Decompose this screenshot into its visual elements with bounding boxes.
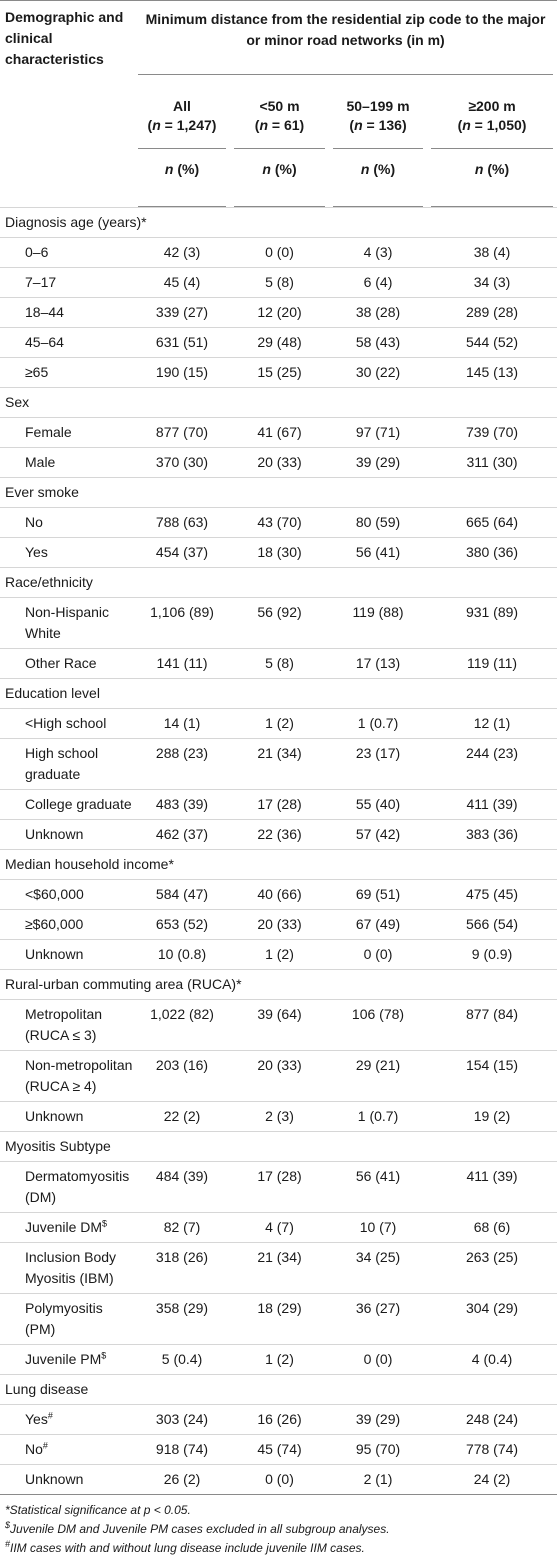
table-row [0,298,557,328]
table-row [0,1162,557,1213]
row-label: Unknown [0,940,134,970]
row-value-2: 17 (13) [329,649,427,679]
table-row [0,328,557,358]
column-name: 50–199 m [346,98,410,114]
table-row [0,649,557,679]
footnotes [0,1495,557,1558]
row-value-2: 97 (71) [329,418,427,448]
row-value-3: 475 (45) [427,880,557,910]
footnote-significance: *Statistical significance at p < 0.05. [5,1503,191,1517]
row-label: Non-Hispanic White [0,598,134,649]
row-value-2: 80 (59) [329,508,427,538]
row-label: Yes# [0,1405,134,1435]
row-value-1: 17 (28) [230,790,329,820]
row-value-3: 566 (54) [427,910,557,940]
row-value-1: 39 (64) [230,1000,329,1051]
row-value-1: 56 (92) [230,598,329,649]
row-value-1: 18 (29) [230,1294,329,1345]
row-value-3: 244 (23) [427,739,557,790]
row-label: Non-metropolitan (RUCA ≥ 4) [0,1051,134,1102]
row-value-0: 358 (29) [134,1294,230,1345]
row-value-0: 653 (52) [134,910,230,940]
row-value-2: 39 (29) [329,448,427,478]
row-label: Inclusion Body Myositis (IBM) [0,1243,134,1294]
row-value-0: 584 (47) [134,880,230,910]
row-value-0: 462 (37) [134,820,230,850]
row-value-3: 739 (70) [427,418,557,448]
row-value-1: 41 (67) [230,418,329,448]
column-n: (n = 1,050) [457,117,527,133]
row-value-2: 38 (28) [329,298,427,328]
row-value-1: 12 (20) [230,298,329,328]
row-value-3: 778 (74) [427,1435,557,1465]
row-value-3: 34 (3) [427,268,557,298]
table-row [0,790,557,820]
table-row [0,820,557,850]
row-value-3: 304 (29) [427,1294,557,1345]
table-row [0,1000,557,1051]
row-value-3: 380 (36) [427,538,557,568]
table-row [0,598,557,649]
column-n: (n = 1,247) [147,117,217,133]
row-value-3: 9 (0.9) [427,940,557,970]
section-title: Diagnosis age (years)* [0,208,230,238]
row-label: Metropolitan (RUCA ≤ 3) [0,1000,134,1051]
section-row [0,568,557,598]
blank-stat-cell [0,149,134,208]
row-label: Female [0,418,134,448]
blank-header-cell [0,87,134,149]
row-value-2: 6 (4) [329,268,427,298]
row-value-1: 1 (2) [230,1345,329,1375]
row-value-2: 1 (0.7) [329,1102,427,1132]
section-row [0,1375,557,1405]
section-row [0,1132,557,1162]
row-value-3: 24 (2) [427,1465,557,1495]
row-value-1: 16 (26) [230,1405,329,1435]
table-row [0,1345,557,1375]
table-row [0,1102,557,1132]
row-value-1: 43 (70) [230,508,329,538]
row-value-0: 788 (63) [134,508,230,538]
row-value-0: 339 (27) [134,298,230,328]
row-label: Yes [0,538,134,568]
row-value-0: 631 (51) [134,328,230,358]
row-value-0: 203 (16) [134,1051,230,1102]
row-value-1: 0 (0) [230,238,329,268]
label-column-header: Demographic and clinical characteristics [0,1,134,88]
distance-group-title: Minimum distance from the residential zip code to the major or minor road networks (in m) [138,1,553,75]
row-value-0: 484 (39) [134,1162,230,1213]
table-row [0,880,557,910]
row-label: Juvenile PM$ [0,1345,134,1375]
row-value-1: 45 (74) [230,1435,329,1465]
row-value-1: 22 (36) [230,820,329,850]
row-label: College graduate [0,790,134,820]
column-header-row [0,87,557,149]
section-row [0,388,557,418]
row-value-1: 20 (33) [230,910,329,940]
section-title: Rural-urban commuting area (RUCA)* [0,970,230,1000]
row-value-0: 318 (26) [134,1243,230,1294]
row-value-3: 38 (4) [427,238,557,268]
row-value-0: 10 (0.8) [134,940,230,970]
row-value-0: 45 (4) [134,268,230,298]
table-row [0,1294,557,1345]
row-value-0: 454 (37) [134,538,230,568]
row-label: No [0,508,134,538]
row-value-0: 483 (39) [134,790,230,820]
table-row [0,268,557,298]
row-value-3: 877 (84) [427,1000,557,1051]
row-value-2: 1 (0.7) [329,709,427,739]
row-value-2: 56 (41) [329,1162,427,1213]
row-value-3: 665 (64) [427,508,557,538]
row-value-1: 0 (0) [230,1465,329,1495]
section-title: Race/ethnicity [0,568,230,598]
section-row [0,679,557,709]
row-label: Juvenile DM$ [0,1213,134,1243]
row-value-0: 370 (30) [134,448,230,478]
row-value-2: 95 (70) [329,1435,427,1465]
row-label: Polymyositis (PM) [0,1294,134,1345]
table-row [0,508,557,538]
row-value-0: 877 (70) [134,418,230,448]
row-value-2: 55 (40) [329,790,427,820]
row-value-2: 2 (1) [329,1465,427,1495]
footnote-lung: #IIM cases with and without lung disease include juvenile IIM cases. [5,1539,365,1555]
row-label: Male [0,448,134,478]
row-label: Unknown [0,1102,134,1132]
row-value-1: 4 (7) [230,1213,329,1243]
row-value-2: 58 (43) [329,328,427,358]
row-value-2: 106 (78) [329,1000,427,1051]
row-label: ≥65 [0,358,134,388]
table-row [0,1465,557,1495]
row-value-3: 311 (30) [427,448,557,478]
row-value-2: 39 (29) [329,1405,427,1435]
row-value-2: 56 (41) [329,538,427,568]
row-value-1: 17 (28) [230,1162,329,1213]
row-value-0: 14 (1) [134,709,230,739]
row-value-3: 248 (24) [427,1405,557,1435]
row-label: <$60,000 [0,880,134,910]
row-value-1: 18 (30) [230,538,329,568]
section-title: Median household income* [0,850,230,880]
row-value-0: 1,022 (82) [134,1000,230,1051]
row-value-1: 2 (3) [230,1102,329,1132]
row-value-0: 1,106 (89) [134,598,230,649]
row-value-0: 42 (3) [134,238,230,268]
column-name: All [173,98,191,114]
section-title: Ever smoke [0,478,230,508]
row-value-1: 15 (25) [230,358,329,388]
row-label: 7–17 [0,268,134,298]
stat-header-1: n (%) [230,149,329,208]
section-row [0,478,557,508]
column-n: (n = 136) [349,117,407,133]
row-value-2: 0 (0) [329,940,427,970]
column-header-0 [134,87,230,149]
table-row [0,1243,557,1294]
row-value-3: 289 (28) [427,298,557,328]
row-value-1: 5 (8) [230,649,329,679]
distance-group-header [134,1,557,88]
row-value-2: 69 (51) [329,880,427,910]
column-header-2 [329,87,427,149]
section-row [0,850,557,880]
row-value-0: 288 (23) [134,739,230,790]
row-value-3: 411 (39) [427,790,557,820]
row-value-2: 67 (49) [329,910,427,940]
row-value-0: 82 (7) [134,1213,230,1243]
table-row [0,448,557,478]
row-label: No# [0,1435,134,1465]
table-row [0,538,557,568]
row-value-3: 12 (1) [427,709,557,739]
row-value-2: 57 (42) [329,820,427,850]
row-value-0: 141 (11) [134,649,230,679]
row-value-3: 383 (36) [427,820,557,850]
row-value-3: 154 (15) [427,1051,557,1102]
column-n: (n = 61) [254,117,305,133]
row-value-1: 1 (2) [230,940,329,970]
row-label: Dermatomyositis (DM) [0,1162,134,1213]
stat-header-2: n (%) [329,149,427,208]
row-value-3: 544 (52) [427,328,557,358]
row-value-2: 29 (21) [329,1051,427,1102]
section-title: Lung disease [0,1375,230,1405]
row-value-2: 119 (88) [329,598,427,649]
row-value-1: 21 (34) [230,1243,329,1294]
stat-header-row [0,149,557,208]
row-value-3: 119 (11) [427,649,557,679]
row-value-3: 411 (39) [427,1162,557,1213]
table-row [0,1405,557,1435]
row-value-2: 23 (17) [329,739,427,790]
row-value-1: 29 (48) [230,328,329,358]
row-value-3: 68 (6) [427,1213,557,1243]
table-row [0,709,557,739]
table-row [0,1051,557,1102]
row-value-0: 918 (74) [134,1435,230,1465]
table-row [0,1435,557,1465]
row-value-1: 1 (2) [230,709,329,739]
row-label: High school graduate [0,739,134,790]
row-value-1: 20 (33) [230,1051,329,1102]
row-value-2: 34 (25) [329,1243,427,1294]
section-row [0,208,557,238]
row-value-1: 20 (33) [230,448,329,478]
section-title: Education level [0,679,230,709]
section-title: Sex [0,388,230,418]
row-value-2: 0 (0) [329,1345,427,1375]
footnote-juvenile: $Juvenile DM and Juvenile PM cases excluded in all subgroup analyses. [5,1520,390,1536]
section-title: Myositis Subtype [0,1132,230,1162]
table-row [0,739,557,790]
row-value-0: 190 (15) [134,358,230,388]
row-value-0: 26 (2) [134,1465,230,1495]
row-label: Unknown [0,1465,134,1495]
table-row [0,1213,557,1243]
column-header-1 [230,87,329,149]
row-value-0: 22 (2) [134,1102,230,1132]
row-value-3: 4 (0.4) [427,1345,557,1375]
row-value-2: 10 (7) [329,1213,427,1243]
row-value-3: 931 (89) [427,598,557,649]
table-row [0,238,557,268]
row-label: Unknown [0,820,134,850]
table-body [0,208,557,1495]
table-row [0,940,557,970]
row-label: 45–64 [0,328,134,358]
row-value-2: 36 (27) [329,1294,427,1345]
row-value-0: 5 (0.4) [134,1345,230,1375]
table-row [0,418,557,448]
row-value-3: 19 (2) [427,1102,557,1132]
stat-header-0: n (%) [134,149,230,208]
row-label: 0–6 [0,238,134,268]
row-label: <High school [0,709,134,739]
table-row [0,910,557,940]
row-value-1: 5 (8) [230,268,329,298]
row-label: Other Race [0,649,134,679]
column-name: <50 m [259,98,300,114]
row-value-2: 30 (22) [329,358,427,388]
row-value-3: 145 (13) [427,358,557,388]
section-row [0,970,557,1000]
row-value-2: 4 (3) [329,238,427,268]
column-name: ≥200 m [468,98,516,114]
row-value-1: 21 (34) [230,739,329,790]
row-label: ≥$60,000 [0,910,134,940]
row-value-1: 40 (66) [230,880,329,910]
row-label: 18–44 [0,298,134,328]
row-value-3: 263 (25) [427,1243,557,1294]
table-row [0,358,557,388]
stat-header-3: n (%) [427,149,557,208]
row-value-0: 303 (24) [134,1405,230,1435]
column-header-3 [427,87,557,149]
